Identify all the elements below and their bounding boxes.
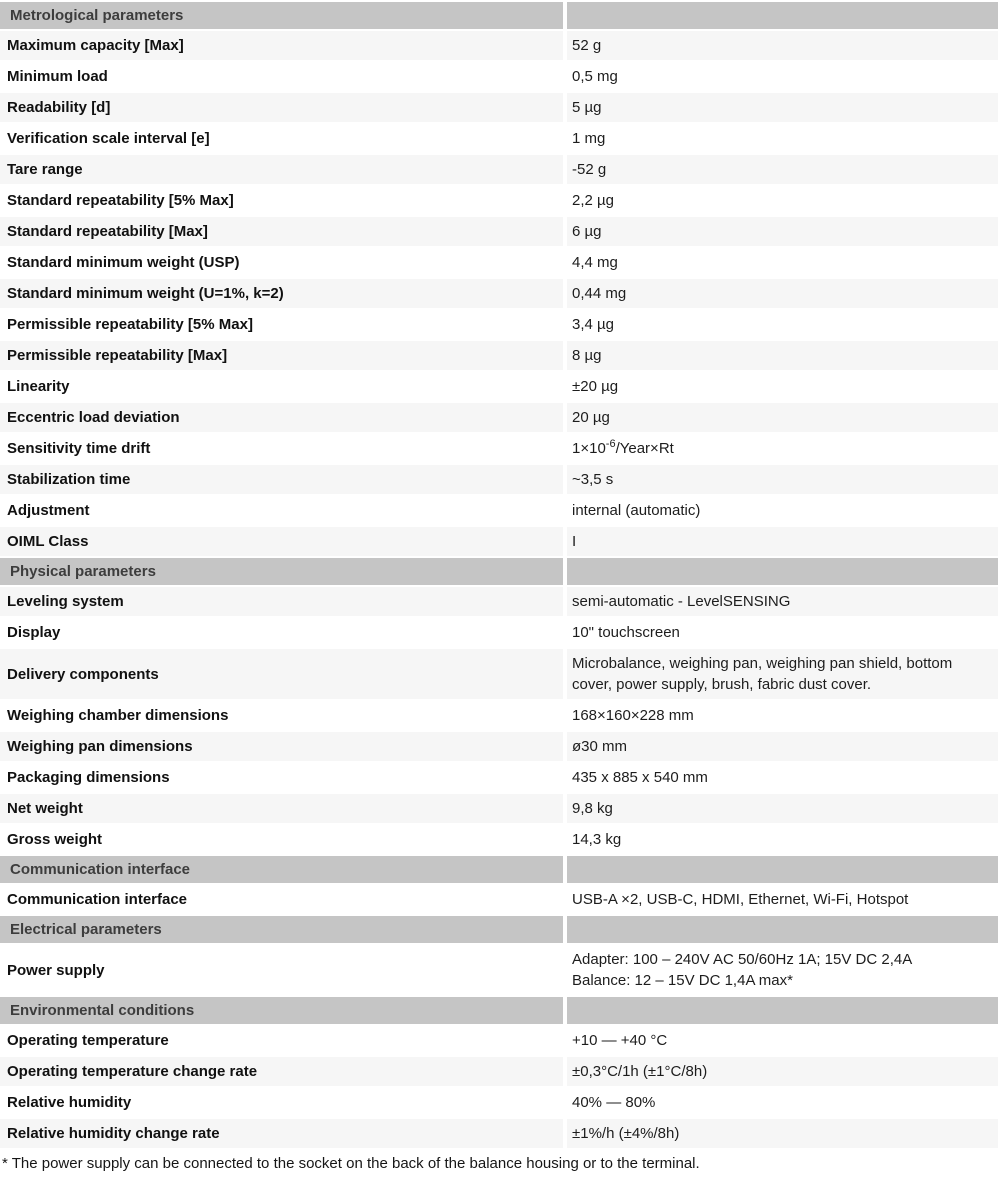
spec-row bbox=[0, 93, 998, 122]
value-unit: /Year×Rt bbox=[615, 440, 674, 457]
spec-value: 5 µg bbox=[567, 93, 998, 122]
spec-row bbox=[0, 618, 998, 647]
spec-row bbox=[0, 341, 998, 370]
spec-label: Delivery components bbox=[0, 649, 563, 699]
spec-row bbox=[0, 155, 998, 184]
spec-label: Stabilization time bbox=[0, 465, 563, 494]
spec-value: 10" touchscreen bbox=[567, 618, 998, 647]
spec-label: Operating temperature change rate bbox=[0, 1057, 563, 1086]
section-header-spacer bbox=[567, 2, 998, 29]
spec-value: -52 g bbox=[567, 155, 998, 184]
section-title: Electrical parameters bbox=[0, 916, 563, 943]
spec-row bbox=[0, 124, 998, 153]
spec-label: Display bbox=[0, 618, 563, 647]
spec-row bbox=[0, 310, 998, 339]
spec-label: Permissible repeatability [5% Max] bbox=[0, 310, 563, 339]
spec-value: semi-automatic - LevelSENSING bbox=[567, 587, 998, 616]
section-header-row bbox=[0, 856, 998, 883]
spec-row bbox=[0, 825, 998, 854]
spec-value: 52 g bbox=[567, 31, 998, 60]
spec-label: Standard repeatability [Max] bbox=[0, 217, 563, 246]
spec-label: Weighing pan dimensions bbox=[0, 732, 563, 761]
spec-label: Packaging dimensions bbox=[0, 763, 563, 792]
spec-value: 6 µg bbox=[567, 217, 998, 246]
spec-row bbox=[0, 1057, 998, 1086]
value-mantissa: 1×10 bbox=[572, 440, 606, 457]
spec-value: 0,5 mg bbox=[567, 62, 998, 91]
spec-label: Standard minimum weight (USP) bbox=[0, 248, 563, 277]
section-header-row bbox=[0, 558, 998, 585]
spec-row bbox=[0, 62, 998, 91]
spec-value: 40% — 80% bbox=[567, 1088, 998, 1117]
section-title: Communication interface bbox=[0, 856, 563, 883]
spec-label: Net weight bbox=[0, 794, 563, 823]
spec-value: 9,8 kg bbox=[567, 794, 998, 823]
spec-row bbox=[0, 403, 998, 432]
spec-row bbox=[0, 1119, 998, 1148]
spec-row bbox=[0, 186, 998, 215]
spec-value: 20 µg bbox=[567, 403, 998, 432]
spec-label: Weighing chamber dimensions bbox=[0, 701, 563, 730]
spec-row bbox=[0, 649, 998, 699]
spec-value: 8 µg bbox=[567, 341, 998, 370]
spec-value: 1 mg bbox=[567, 124, 998, 153]
spec-label: OIML Class bbox=[0, 527, 563, 556]
section-header-row bbox=[0, 2, 998, 29]
section-header-row bbox=[0, 997, 998, 1024]
spec-row bbox=[0, 794, 998, 823]
spec-value: 3,4 µg bbox=[567, 310, 998, 339]
value-exponent: -6 bbox=[605, 438, 616, 450]
spec-value-line: Balance: 12 – 15V DC 1,4A max* bbox=[572, 972, 793, 989]
spec-value: USB-A ×2, USB-C, HDMI, Ethernet, Wi-Fi, Hotspot bbox=[567, 885, 998, 914]
section-title: Metrological parameters bbox=[0, 2, 563, 29]
spec-value: ~3,5 s bbox=[567, 465, 998, 494]
spec-label: Verification scale interval [e] bbox=[0, 124, 563, 153]
spec-row bbox=[0, 31, 998, 60]
spec-value bbox=[567, 434, 998, 463]
spec-row bbox=[0, 1088, 998, 1117]
footnote: * The power supply can be connected to the socket on the back of the balance housing or to the terminal. bbox=[2, 1155, 700, 1172]
spec-value: 435 x 885 x 540 mm bbox=[567, 763, 998, 792]
spec-label: Gross weight bbox=[0, 825, 563, 854]
section-header-spacer bbox=[567, 916, 998, 943]
spec-row bbox=[0, 496, 998, 525]
spec-row bbox=[0, 763, 998, 792]
section-title: Environmental conditions bbox=[0, 997, 563, 1024]
spec-value: 2,2 µg bbox=[567, 186, 998, 215]
spec-row bbox=[0, 701, 998, 730]
spec-row bbox=[0, 527, 998, 556]
spec-label: Standard repeatability [5% Max] bbox=[0, 186, 563, 215]
spec-value-scientific bbox=[572, 438, 674, 459]
spec-row bbox=[0, 1026, 998, 1055]
spec-label: Readability [d] bbox=[0, 93, 563, 122]
spec-value: ø30 mm bbox=[567, 732, 998, 761]
spec-row bbox=[0, 279, 998, 308]
spec-row bbox=[0, 587, 998, 616]
spec-label: Leveling system bbox=[0, 587, 563, 616]
spec-value: Microbalance, weighing pan, weighing pan shield, bottom cover, power supply, brush, fabric dust cover. bbox=[567, 649, 998, 699]
spec-row bbox=[0, 732, 998, 761]
spec-value: 0,44 mg bbox=[567, 279, 998, 308]
section-title: Physical parameters bbox=[0, 558, 563, 585]
spec-value: ±1%/h (±4%/8h) bbox=[567, 1119, 998, 1148]
spec-value: 168×160×228 mm bbox=[567, 701, 998, 730]
spec-label: Relative humidity change rate bbox=[0, 1119, 563, 1148]
spec-label: Adjustment bbox=[0, 496, 563, 525]
spec-value: ±20 µg bbox=[567, 372, 998, 401]
spec-label: Tare range bbox=[0, 155, 563, 184]
spec-table bbox=[0, 2, 998, 1148]
spec-value: 14,3 kg bbox=[567, 825, 998, 854]
spec-value-multiline bbox=[572, 949, 912, 991]
spec-label: Standard minimum weight (U=1%, k=2) bbox=[0, 279, 563, 308]
spec-label: Permissible repeatability [Max] bbox=[0, 341, 563, 370]
spec-label: Operating temperature bbox=[0, 1026, 563, 1055]
spec-value bbox=[567, 945, 998, 995]
spec-row bbox=[0, 945, 998, 995]
spec-row bbox=[0, 885, 998, 914]
spec-value: ±0,3°C/1h (±1°C/8h) bbox=[567, 1057, 998, 1086]
spec-label: Eccentric load deviation bbox=[0, 403, 563, 432]
spec-label: Maximum capacity [Max] bbox=[0, 31, 563, 60]
spec-value-line: Adapter: 100 – 240V AC 50/60Hz 1A; 15V DC 2,4A bbox=[572, 951, 913, 968]
spec-row bbox=[0, 217, 998, 246]
spec-value: +10 — +40 °C bbox=[567, 1026, 998, 1055]
spec-row bbox=[0, 248, 998, 277]
spec-label: Relative humidity bbox=[0, 1088, 563, 1117]
spec-label: Power supply bbox=[0, 945, 563, 995]
spec-label: Communication interface bbox=[0, 885, 563, 914]
spec-row bbox=[0, 372, 998, 401]
section-header-row bbox=[0, 916, 998, 943]
spec-row bbox=[0, 434, 998, 463]
spec-value: internal (automatic) bbox=[567, 496, 998, 525]
section-header-spacer bbox=[567, 558, 998, 585]
spec-row bbox=[0, 465, 998, 494]
spec-label: Linearity bbox=[0, 372, 563, 401]
section-header-spacer bbox=[567, 856, 998, 883]
spec-label: Minimum load bbox=[0, 62, 563, 91]
spec-value: I bbox=[567, 527, 998, 556]
spec-label: Sensitivity time drift bbox=[0, 434, 563, 463]
spec-value: 4,4 mg bbox=[567, 248, 998, 277]
section-header-spacer bbox=[567, 997, 998, 1024]
